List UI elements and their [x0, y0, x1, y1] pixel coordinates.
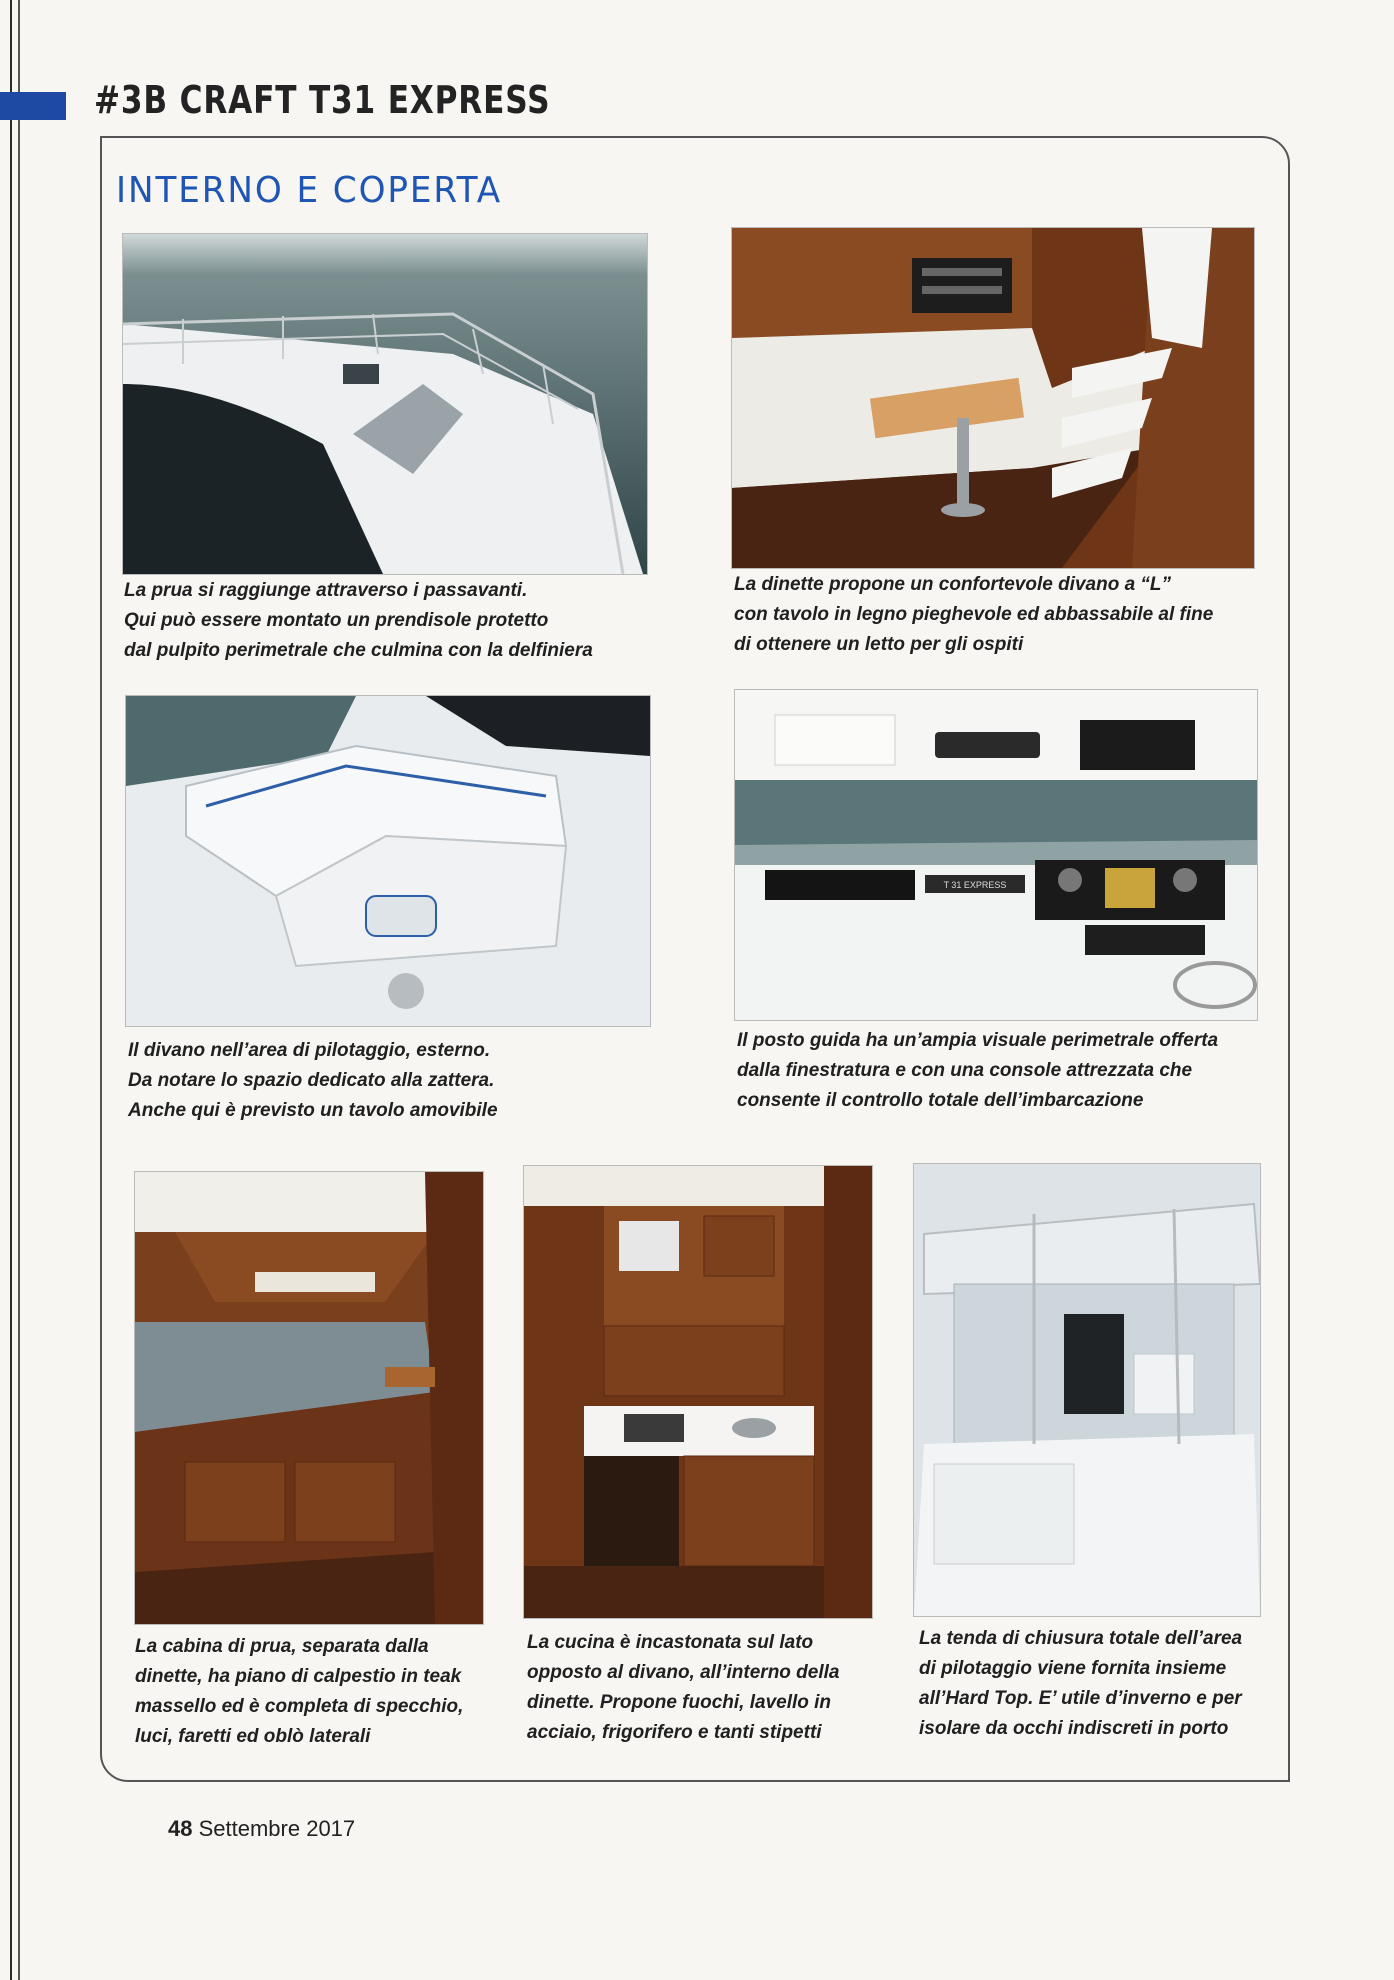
header-accent-bar — [0, 92, 66, 120]
photo-dinette — [732, 228, 1254, 568]
photo-galley — [524, 1166, 872, 1618]
photo-cabin — [135, 1172, 483, 1624]
caption-cabin: La cabina di prua, separata dalla dinette, ha piano di calpestio in teak massello ed è completa di specchio, luci, faretti ed oblò laterali — [135, 1636, 464, 1747]
section-title: INTERNO E COPERTA — [116, 170, 503, 211]
page-header-title: #3B CRAFT T31 EXPRESS — [94, 78, 551, 122]
page-folio — [168, 1816, 355, 1842]
caption-bow: La prua si raggiunge attraverso i passavanti. Qui può essere montato un prendisole protetto dal pulpito perimetrale che culmina con la delfiniera — [124, 580, 593, 661]
helm-plate: T 31 EXPRESS — [943, 880, 1007, 890]
page-number: 48 — [168, 1816, 193, 1841]
caption-tent: La tenda di chiusura totale dell’area di pilotaggio viene fornita insieme all’Hard Top. E’ utile d’inverno e per isolare da occhi indiscreti in porto — [919, 1628, 1243, 1739]
caption-helm: Il posto guida ha un’ampia visuale perimetrale offerta dalla finestratura e con una console attrezzata che consente il controllo totale dell’imbarcazione — [737, 1030, 1219, 1111]
photo-cockpit-sofa — [126, 696, 650, 1026]
photo-bow — [123, 234, 647, 574]
photo-helm — [735, 690, 1257, 1020]
photo-tent — [914, 1164, 1260, 1616]
issue-date: Settembre 2017 — [198, 1816, 356, 1841]
caption-cockpit-sofa: Il divano nell’area di pilotaggio, esterno. Da notare lo spazio dedicato alla zattera. Anche qui è previsto un tavolo amovibile — [128, 1040, 498, 1121]
caption-dinette: La dinette propone un confortevole divano a “L” con tavolo in legno pieghevole ed abbassabile al fine di ottenere un letto per gli ospiti — [734, 574, 1214, 655]
page-edge-line — [10, 0, 20, 1980]
caption-galley: La cucina è incastonata sul lato opposto al divano, all’interno della dinette. Propone fuochi, lavello in acciaio, frigorifero e tanti stipetti — [527, 1632, 840, 1743]
